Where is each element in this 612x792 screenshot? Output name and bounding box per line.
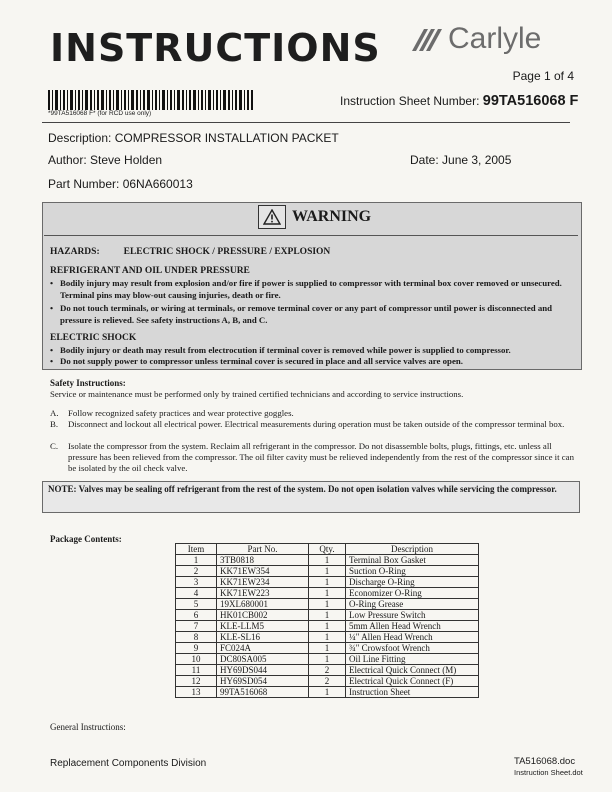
warning-bullet-text: Do not touch terminals, or wiring at terminals, or remove terminal cover or any part of compressor until power is disconnected and pressure is relieved. See safety instructions A, B, and C. bbox=[60, 303, 553, 325]
instruction-sheet-number bbox=[340, 93, 578, 109]
column-header: Item bbox=[176, 544, 217, 555]
table-cell: ¼" Allen Head Wrench bbox=[346, 632, 479, 643]
page-indicator: Page 1 of 4 bbox=[512, 69, 574, 83]
table-cell: 3TB0818 bbox=[217, 555, 309, 566]
table-row bbox=[176, 599, 479, 610]
column-header: Part No. bbox=[217, 544, 309, 555]
hazards-label: HAZARDS: bbox=[50, 247, 100, 257]
table-cell: 13 bbox=[176, 687, 217, 698]
barcode-icon bbox=[48, 90, 253, 110]
table-row bbox=[176, 610, 479, 621]
footer-division: Replacement Components Division bbox=[50, 758, 207, 769]
section-electric-shock: ELECTRIC SHOCK bbox=[50, 333, 137, 343]
column-header: Description bbox=[346, 544, 479, 555]
table-cell: Terminal Box Gasket bbox=[346, 555, 479, 566]
table-row bbox=[176, 665, 479, 676]
table-cell: 1 bbox=[309, 643, 346, 654]
table-cell: Low Pressure Switch bbox=[346, 610, 479, 621]
safety-item-text: Disconnect and lockout all electrical power. Electrical measurements during operation must be taken outside of the compressor terminal box. bbox=[68, 419, 565, 429]
author: Author: Steve Holden bbox=[48, 153, 163, 167]
table-row bbox=[176, 555, 479, 566]
table-cell: Economizer O-Ring bbox=[346, 588, 479, 599]
part-number: Part Number: 06NA660013 bbox=[48, 177, 193, 191]
table-cell: 1 bbox=[309, 588, 346, 599]
section-refrigerant: REFRIGERANT AND OIL UNDER PRESSURE bbox=[50, 266, 250, 276]
table-row bbox=[176, 643, 479, 654]
table-cell: 1 bbox=[309, 599, 346, 610]
table-cell: 1 bbox=[309, 621, 346, 632]
general-instructions-heading: General Instructions: bbox=[50, 722, 126, 732]
brand-logo bbox=[410, 22, 541, 56]
table-row bbox=[176, 632, 479, 643]
header-divider bbox=[42, 122, 570, 123]
table-cell: 1 bbox=[309, 687, 346, 698]
table-cell: 1 bbox=[309, 566, 346, 577]
table-cell: 1 bbox=[309, 610, 346, 621]
safety-item bbox=[50, 419, 580, 430]
table-row bbox=[176, 687, 479, 698]
table-header-row bbox=[176, 544, 479, 555]
table-cell: Electrical Quick Connect (M) bbox=[346, 665, 479, 676]
brand-name: Carlyle bbox=[448, 22, 542, 55]
table-cell: 1 bbox=[309, 555, 346, 566]
safety-item bbox=[50, 441, 580, 474]
table-cell: KK71EW234 bbox=[217, 577, 309, 588]
table-cell: 2 bbox=[309, 665, 346, 676]
hazards-line bbox=[50, 247, 330, 257]
table-cell: KLE-LLM5 bbox=[217, 621, 309, 632]
table-cell: 6 bbox=[176, 610, 217, 621]
safety-item-letter: C. bbox=[50, 441, 59, 451]
warning-heading bbox=[258, 206, 371, 228]
table-cell: Electrical Quick Connect (F) bbox=[346, 676, 479, 687]
table-cell: 99TA516068 bbox=[217, 687, 309, 698]
table-cell: 9 bbox=[176, 643, 217, 654]
column-header: Qty. bbox=[309, 544, 346, 555]
table-cell: 12 bbox=[176, 676, 217, 687]
document-title: INSTRUCTIONS bbox=[50, 26, 381, 70]
table-cell: 5 bbox=[176, 599, 217, 610]
table-row bbox=[176, 654, 479, 665]
table-row bbox=[176, 588, 479, 599]
table-cell: 8 bbox=[176, 632, 217, 643]
table-cell: Discharge O-Ring bbox=[346, 577, 479, 588]
table-cell: O-Ring Grease bbox=[346, 599, 479, 610]
date: Date: June 3, 2005 bbox=[410, 153, 512, 167]
table-cell: 7 bbox=[176, 621, 217, 632]
description: Description: COMPRESSOR INSTALLATION PACKET bbox=[48, 131, 339, 145]
table-cell: 1 bbox=[309, 632, 346, 643]
table-cell: KK71EW223 bbox=[217, 588, 309, 599]
table-row bbox=[176, 621, 479, 632]
table-cell: FC024A bbox=[217, 643, 309, 654]
table-row bbox=[176, 577, 479, 588]
table-cell: 19XL680001 bbox=[217, 599, 309, 610]
table-row bbox=[176, 566, 479, 577]
footer-doc-name: TA516068.doc bbox=[514, 756, 576, 767]
table-cell: KLE-SL16 bbox=[217, 632, 309, 643]
package-contents-heading: Package Contents: bbox=[50, 534, 122, 544]
safety-item-letter: A. bbox=[50, 408, 59, 418]
warning-triangle-icon bbox=[258, 205, 286, 229]
warning-bullet: • Do not touch terminals, or wiring at terminals, or remove terminal cover or any part of compressor until power is disconnected and pressure is relieved. See safety instructions A, B, and C. bbox=[50, 303, 580, 326]
safety-intro: Service or maintenance must be performed only by trained certified technicians and according to service instructions. bbox=[50, 389, 464, 399]
table-cell: 2 bbox=[309, 676, 346, 687]
warning-bullet: • Do not supply power to compressor unless terminal cover is secured in place and all service valves are open. bbox=[50, 356, 580, 368]
warning-bullet-text: Bodily injury or death may result from electrocution if terminal cover is removed while power is supplied to compressor. bbox=[60, 345, 511, 355]
safety-item-letter: B. bbox=[50, 419, 59, 429]
table-cell: 10 bbox=[176, 654, 217, 665]
warning-bullet-text: Bodily injury may result from explosion and/or fire if power is supplied to compressor with terminal box cover removed or unsecured. Terminal pins may blow-out causing injuries, death or fire. bbox=[60, 278, 562, 300]
table-cell: 2 bbox=[176, 566, 217, 577]
barcode-caption: *99TA516068 F* (for RCD use only) bbox=[48, 110, 152, 117]
warning-bullet: • Bodily injury may result from explosion and/or fire if power is supplied to compressor with terminal box cover removed or unsecured. Terminal pins may blow-out causing injuries, death or fire. bbox=[50, 278, 580, 301]
note-text: NOTE: Valves may be sealing off refrigerant from the rest of the system. Do not open isolation valves while servicing the compressor. bbox=[48, 484, 557, 494]
table-cell: 1 bbox=[176, 555, 217, 566]
table-row bbox=[176, 676, 479, 687]
table-cell: HY69DS044 bbox=[217, 665, 309, 676]
warning-title: WARNING bbox=[292, 208, 372, 225]
table-cell: Oil Line Fitting bbox=[346, 654, 479, 665]
warning-divider bbox=[44, 235, 578, 236]
sheet-number: 99TA516068 F bbox=[482, 93, 579, 109]
table-cell: Suction O-Ring bbox=[346, 566, 479, 577]
table-cell: 11 bbox=[176, 665, 217, 676]
safety-item bbox=[50, 408, 580, 419]
table-cell: 5mm Allen Head Wrench bbox=[346, 621, 479, 632]
table-cell: Instruction Sheet bbox=[346, 687, 479, 698]
table-cell: KK71EW354 bbox=[217, 566, 309, 577]
safety-item-text: Follow recognized safety practices and wear protective goggles. bbox=[68, 408, 294, 418]
safety-item-text: Isolate the compressor from the system. Reclaim all refrigerant in the compressor. Do not disassemble bolts, plugs, fittings, etc. unless all pressure has been relieved from the compressor. The oil filter cavity must be relieved independently from the rest of the compressor since it can be isolated by the oil check valve. bbox=[68, 441, 574, 473]
table-cell: DC80SA005 bbox=[217, 654, 309, 665]
table-cell: 3 bbox=[176, 577, 217, 588]
table-cell: 1 bbox=[309, 654, 346, 665]
safety-heading: Safety Instructions: bbox=[50, 378, 126, 388]
warning-bullet-text: Do not supply power to compressor unless terminal cover is secured in place and all service valves are open. bbox=[60, 356, 463, 366]
table-cell: HK01CB002 bbox=[217, 610, 309, 621]
carlyle-logo-icon bbox=[410, 25, 444, 53]
package-contents-table bbox=[175, 543, 479, 698]
footer-doc-template: Instruction Sheet.dot bbox=[514, 768, 583, 777]
table-cell: ¾" Crowsfoot Wrench bbox=[346, 643, 479, 654]
hazards-text: ELECTRIC SHOCK / PRESSURE / EXPLOSION bbox=[123, 247, 331, 257]
sheet-label: Instruction Sheet Number: bbox=[340, 94, 480, 108]
table-cell: HY69SD054 bbox=[217, 676, 309, 687]
table-cell: 4 bbox=[176, 588, 217, 599]
warning-bullet: • Bodily injury or death may result from electrocution if terminal cover is removed while power is supplied to compressor. bbox=[50, 345, 580, 357]
package-table-body bbox=[176, 555, 479, 698]
table-cell: 1 bbox=[309, 577, 346, 588]
